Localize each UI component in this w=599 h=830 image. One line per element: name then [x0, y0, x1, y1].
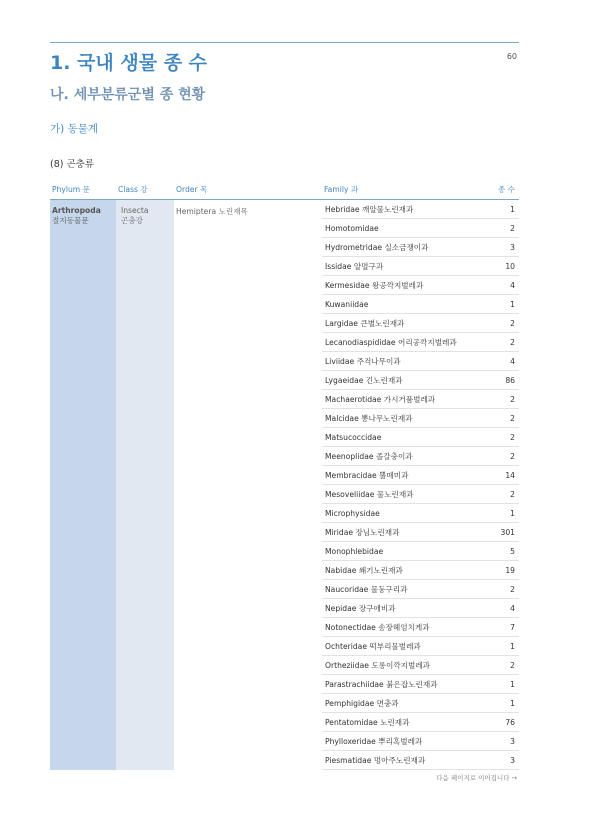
count-cell: 7 — [481, 618, 519, 637]
count-cell: 2 — [481, 485, 519, 504]
count-cell: 2 — [481, 580, 519, 599]
count-cell: 5 — [481, 542, 519, 561]
count-cell: 2 — [481, 219, 519, 238]
page-number: 60 — [506, 52, 517, 61]
family-cell: Lygaeidae 긴노린재과 — [322, 371, 481, 390]
family-cell: Mesoveliidae 물노린재과 — [322, 485, 481, 504]
count-cell: 19 — [481, 561, 519, 580]
family-cell: Meenoplidae 졸갈충이과 — [322, 447, 481, 466]
count-cell: 2 — [481, 333, 519, 352]
count-cell: 3 — [481, 732, 519, 751]
family-cell: Largidae 큰별노린재과 — [322, 314, 481, 333]
family-cell: Phylloxeridae 뿌리혹벌레과 — [322, 732, 481, 751]
phylum-latin: Arthropoda — [52, 206, 101, 215]
count-cell: 76 — [481, 713, 519, 732]
family-cell: Lecanodiaspididae 어리공깍지벌레과 — [322, 333, 481, 352]
count-cell: 2 — [481, 390, 519, 409]
family-cell: Pentatomidae 노린재과 — [322, 713, 481, 732]
family-cell: Ortheziidae 도롱이깍지벌레과 — [322, 656, 481, 675]
count-cell: 2 — [481, 656, 519, 675]
count-cell: 2 — [481, 409, 519, 428]
count-cell: 1 — [481, 200, 519, 219]
table-header-row — [50, 179, 519, 200]
count-cell: 4 — [481, 352, 519, 371]
family-cell: Matsucoccidae — [322, 428, 481, 447]
family-cell: Issidae 알멸구과 — [322, 257, 481, 276]
class-korean: 곤충강 — [121, 216, 144, 225]
count-cell: 4 — [481, 276, 519, 295]
family-cell: Kermesidae 왕공깍지벌레과 — [322, 276, 481, 295]
family-cell: Hydrometridae 실소금쟁이과 — [322, 238, 481, 257]
header-family: Family 과 — [322, 179, 481, 200]
count-cell: 14 — [481, 466, 519, 485]
section-title: 나. 세부분류군별 종 현황 — [50, 87, 206, 103]
family-cell: Membracidae 뿔매미과 — [322, 466, 481, 485]
class-cell — [116, 200, 174, 770]
chapter-title: 1. 국내 생물 종 수 — [50, 52, 208, 74]
header-class: Class 강 — [116, 179, 174, 200]
table-row — [50, 200, 519, 219]
family-cell: Liviidae 주걱나무이과 — [322, 352, 481, 371]
order-cell: Hemiptera 노린재목 — [176, 207, 248, 216]
family-cell: Nabidae 쐐기노린재과 — [322, 561, 481, 580]
family-cell: Ochteridae 떡부리물벌레과 — [322, 637, 481, 656]
count-cell: 10 — [481, 257, 519, 276]
count-cell: 3 — [481, 751, 519, 770]
count-cell: 3 — [481, 238, 519, 257]
top-rule — [50, 42, 519, 43]
count-cell: 1 — [481, 675, 519, 694]
count-cell: 1 — [481, 504, 519, 523]
count-cell: 301 — [481, 523, 519, 542]
header-count: 종 수 — [481, 179, 519, 200]
count-cell: 1 — [481, 694, 519, 713]
species-table-container — [50, 179, 519, 770]
phylum-korean: 절지동물문 — [52, 216, 89, 225]
family-cell: Notonectidae 송장헤엄치게과 — [322, 618, 481, 637]
family-cell: Monophlebidae — [322, 542, 481, 561]
continued-note: 다음 페이지로 이어집니다 → — [436, 774, 517, 782]
family-cell: Pemphigidae 면충과 — [322, 694, 481, 713]
count-cell: 4 — [481, 599, 519, 618]
count-cell: 2 — [481, 447, 519, 466]
family-cell: Kuwaniidae — [322, 295, 481, 314]
family-cell: Microphysidae — [322, 504, 481, 523]
count-cell: 2 — [481, 428, 519, 447]
subsection-title: 가) 동물계 — [50, 123, 99, 135]
family-cell: Miridae 장님노린재과 — [322, 523, 481, 542]
species-table — [50, 179, 519, 770]
family-cell: Naucoridae 물둥구리과 — [322, 580, 481, 599]
family-cell: Malcidae 뽕나무노린재과 — [322, 409, 481, 428]
header-phylum: Phylum 문 — [50, 179, 116, 200]
family-cell: Hebridae 깨알물노린재과 — [322, 200, 481, 219]
count-cell: 2 — [481, 314, 519, 333]
count-cell: 1 — [481, 637, 519, 656]
group-title: (8) 곤충류 — [50, 159, 95, 170]
header-order: Order 목 — [174, 179, 322, 200]
count-cell: 1 — [481, 295, 519, 314]
family-cell: Piesmatidae 멍아주노린재과 — [322, 751, 481, 770]
count-cell: 86 — [481, 371, 519, 390]
table-body — [50, 200, 519, 770]
family-cell: Homotomidae — [322, 219, 481, 238]
family-cell: Parastrachiidae 붉은잡노린재과 — [322, 675, 481, 694]
family-cell: Nepidae 장구애비과 — [322, 599, 481, 618]
phylum-cell — [50, 200, 116, 770]
family-cell: Machaerotidae 가시거품벌레과 — [322, 390, 481, 409]
class-latin: Insecta — [121, 206, 149, 215]
